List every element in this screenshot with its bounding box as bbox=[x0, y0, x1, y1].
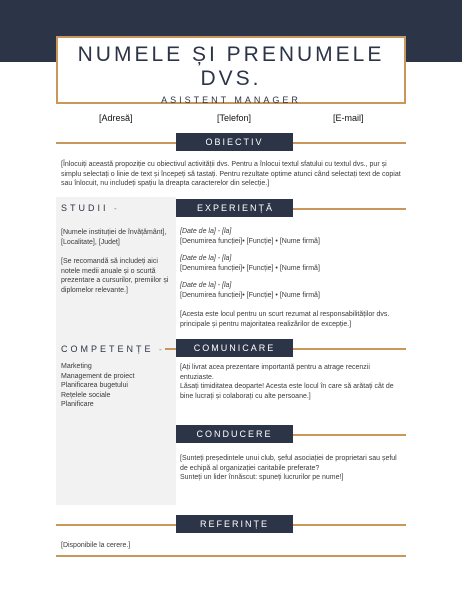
studies-advice: [Se recomandă să includeți aici notele medii anuale și o scurtă prezentare a cursurilor, premiilor și diplomelor relevante.] bbox=[61, 258, 169, 294]
skills-heading bbox=[61, 344, 162, 354]
experience-details: [Denumirea funcției]• [Funcție] • [Nume firmă] bbox=[180, 264, 320, 272]
experience-details: [Denumirea funcției]• [Funcție] • [Nume firmă] bbox=[180, 237, 320, 245]
objective-heading: OBIECTIV bbox=[176, 133, 293, 151]
experience-entry bbox=[180, 227, 405, 246]
studies-title: STUDII bbox=[61, 203, 109, 213]
experience-entry bbox=[180, 254, 405, 273]
contact-address: [Adresă] bbox=[99, 113, 133, 123]
communication-rule-left bbox=[165, 348, 176, 350]
studies-dash: - bbox=[114, 204, 117, 213]
experience-entries bbox=[180, 227, 405, 300]
skills-list bbox=[61, 362, 171, 410]
skills-dash: - bbox=[159, 345, 162, 354]
name-box bbox=[56, 36, 406, 104]
experience-dates: [Date de la] - [la] bbox=[180, 228, 232, 235]
skill-item: Management de proiect bbox=[61, 372, 135, 380]
objective-text: [Înlocuiți această propoziție cu obiectivul activității dvs. Pentru a înlocui textul sfatului cu textul dvs., pur și simplu selectați o linie de text și începeți să tastați. Pentru rezultate optime atunci când selectați text de copiat sau înlocuit, nu includeți spațiu la dreapta caracterelor din selecție.] bbox=[61, 161, 401, 187]
skill-item: Marketing bbox=[61, 363, 92, 370]
skill-item: Planificare bbox=[61, 401, 94, 408]
skills-title: COMPETENȚE bbox=[61, 344, 154, 354]
leadership-rule bbox=[293, 434, 406, 436]
experience-summary: [Acesta este locul pentru un scurt rezumat al responsabilităților dvs. principale și pentru majoritatea realizărilor de excepție.] bbox=[180, 311, 390, 328]
references-heading: REFERINȚE bbox=[176, 515, 293, 533]
studies-heading bbox=[61, 203, 117, 213]
bottom-rule bbox=[56, 555, 406, 557]
experience-entry bbox=[180, 281, 405, 300]
skill-item: Planificarea bugetului bbox=[61, 382, 128, 389]
communication-heading: COMUNICARE bbox=[176, 339, 293, 357]
leadership-heading: CONDUCERE bbox=[176, 425, 293, 443]
references-text: [Disponibile la cerere.] bbox=[61, 542, 131, 549]
experience-dates: [Date de la] - [la] bbox=[180, 282, 232, 289]
studies-institution: [Numele instituției de învățământ], [Localitate], [Județ] bbox=[61, 229, 167, 246]
experience-dates: [Date de la] - [la] bbox=[180, 255, 232, 262]
experience-details: [Denumirea funcției]• [Funcție] • [Nume firmă] bbox=[180, 291, 320, 299]
communication-text: [Ați livrat acea prezentare importantă pentru a atrage recenzii entuziaste. Lăsați timiditatea deoparte! Acesta este locul în care să arătați cât de bine lucrați și colaborați cu alte persoane.] bbox=[180, 364, 394, 400]
experience-heading: EXPERIENȚĂ bbox=[176, 199, 293, 217]
experience-rule bbox=[293, 208, 406, 210]
contact-phone: [Telefon] bbox=[217, 113, 252, 123]
leadership-text: [Sunteți președintele unui club, șeful asociației de proprietari sau șeful de echipă al organizației caritabile preferate? Sunteți un lider înnăscut: spuneți lucrurilor pe nume!] bbox=[180, 455, 397, 481]
full-name: NUMELE ȘI PRENUMELE DVS. bbox=[77, 43, 385, 90]
communication-rule-right bbox=[293, 348, 406, 350]
job-title: ASISTENT MANAGER bbox=[161, 95, 301, 105]
contact-email: [E-mail] bbox=[333, 113, 364, 123]
skill-item: Rețelele sociale bbox=[61, 391, 111, 399]
